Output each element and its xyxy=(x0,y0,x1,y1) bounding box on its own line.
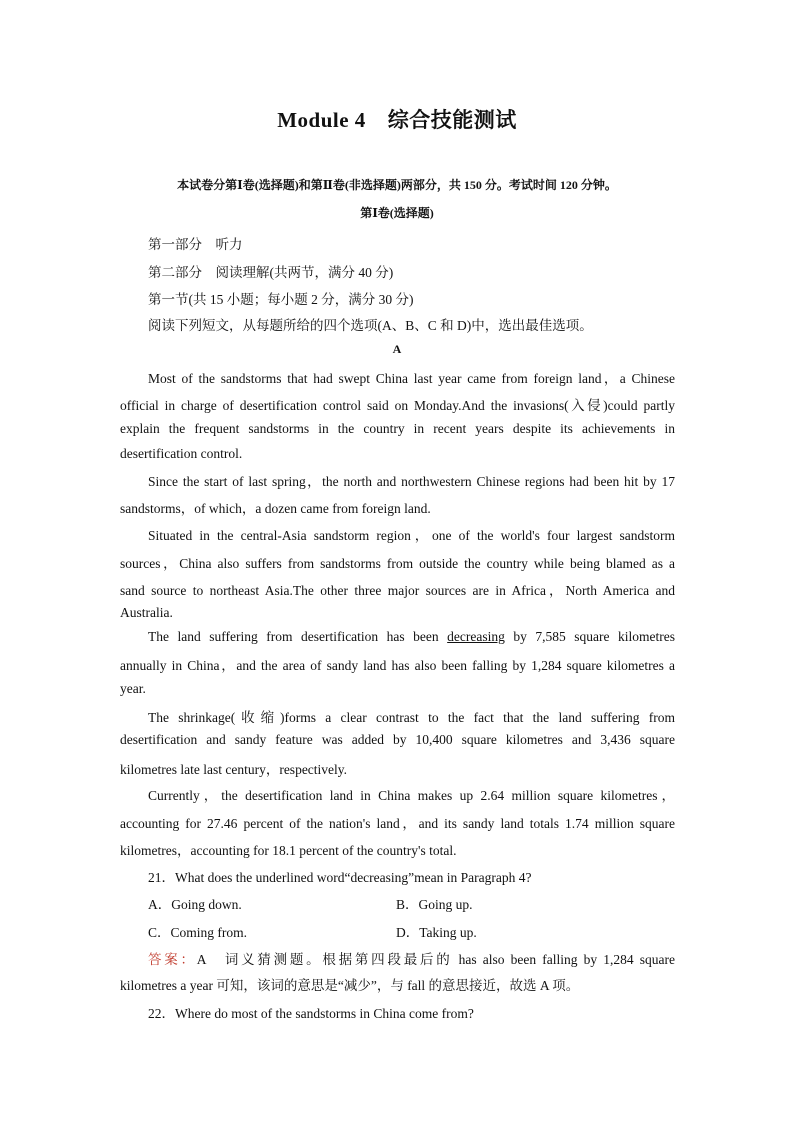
paragraph-3-line: sand source to northeast Asia.The other three major sources are in Africa，North America and xyxy=(120,583,675,598)
paragraph-3-line: Situated in the central-Asia sandstorm region，one of the world's four largest sandstorm xyxy=(148,528,675,543)
instructions: 阅读下列短文，从每题所给的四个选项(A、B、C 和 D)中，选出最佳选项。 xyxy=(148,318,593,333)
paragraph-3-line: Australia. xyxy=(120,605,173,620)
paragraph-5-line: The shrinkage(收缩)forms a clear contrast to the fact that the land suffering from xyxy=(148,710,675,725)
option-c: C．Coming from. xyxy=(148,925,248,940)
answer-label: 答案： xyxy=(148,952,197,967)
option-a: A．Going down. xyxy=(148,897,242,912)
paragraph-5-line: desertification and sandy feature was added by 10,400 square kilometres and 3,436 square xyxy=(120,732,675,747)
module-name: 综合技能测试 xyxy=(387,108,517,132)
exam-intro: 本试卷分第Ⅰ卷(选择题)和第Ⅱ卷(非选择题)两部分，共 150 分。考试时间 120 分钟。 xyxy=(177,178,617,192)
paragraph-4-line: annually in China，and the area of sandy land has also been falling by 1,284 square kilometres a xyxy=(120,658,675,673)
section-one-heading: 第一节(共 15 小题；每小题 2 分，满分 30 分) xyxy=(148,292,414,307)
question-22-stem: 22．Where do most of the sandstorms in China come from? xyxy=(148,1006,474,1021)
option-d: D．Taking up. xyxy=(396,925,477,940)
part-one-heading: 第一部分 听力 xyxy=(148,237,243,252)
question-21-stem: 21．What does the underlined word“decreasing”mean in Paragraph 4? xyxy=(148,870,532,885)
paragraph-1-line: official in charge of desertification control said on Monday.And the invasions(入侵)could partly xyxy=(120,398,675,413)
paragraph-4-line xyxy=(148,629,675,645)
paragraph-6-line: Currently，the desertification land in China makes up 2.64 million square kilometres， xyxy=(148,788,675,803)
paragraph-1-line: desertification control. xyxy=(120,446,243,461)
paragraph-4-text: The land suffering from desertification has been xyxy=(148,629,448,644)
paragraph-4-line: year. xyxy=(120,681,146,696)
question-21-options-row xyxy=(148,893,675,913)
answer-21-line: kilometres a year 可知，该词的意思是“减少”，与 fall 的意思接近，故选 A 项。 xyxy=(120,978,580,993)
part-two-heading: 第二部分 阅读理解(共两节，满分 40 分) xyxy=(148,265,394,280)
question-21-options-row xyxy=(148,921,675,941)
answer-21-text: A 词义猜测题。根据第四段最后的 has also been falling by 1,284 square xyxy=(196,952,676,967)
passage-letter: A xyxy=(392,342,402,356)
module-number: Module 4 xyxy=(277,108,366,132)
volume-heading: 第Ⅰ卷(选择题) xyxy=(360,206,434,220)
paragraph-6-line: accounting for 27.46 percent of the nation's land，and its sandy land totals 1.74 million square xyxy=(120,816,675,831)
page-title xyxy=(0,104,794,134)
paragraph-2-line: Since the start of last spring，the north and northwestern Chinese regions had been hit by 17 xyxy=(148,474,675,489)
paragraph-5-line: kilometres late last century，respectively. xyxy=(120,762,348,777)
paragraph-1-line: Most of the sandstorms that had swept China last year came from foreign land，a Chinese xyxy=(148,371,675,386)
paragraph-2-line: sandstorms，of which，a dozen came from foreign land. xyxy=(120,501,431,516)
paragraph-6-line: kilometres，accounting for 18.1 percent of the country's total. xyxy=(120,843,457,858)
paragraph-3-line: sources，China also suffers from sandstorms from outside the country while being blamed as a xyxy=(120,556,675,571)
paragraph-4-text: by 7,585 square kilometres xyxy=(504,629,675,644)
option-b: B．Going up. xyxy=(396,897,473,912)
answer-21-line xyxy=(148,948,675,968)
paragraph-1-line: explain the frequent sandstorms in the country in recent years despite its achievements in xyxy=(120,421,675,436)
underlined-word: decreasing xyxy=(447,629,505,644)
